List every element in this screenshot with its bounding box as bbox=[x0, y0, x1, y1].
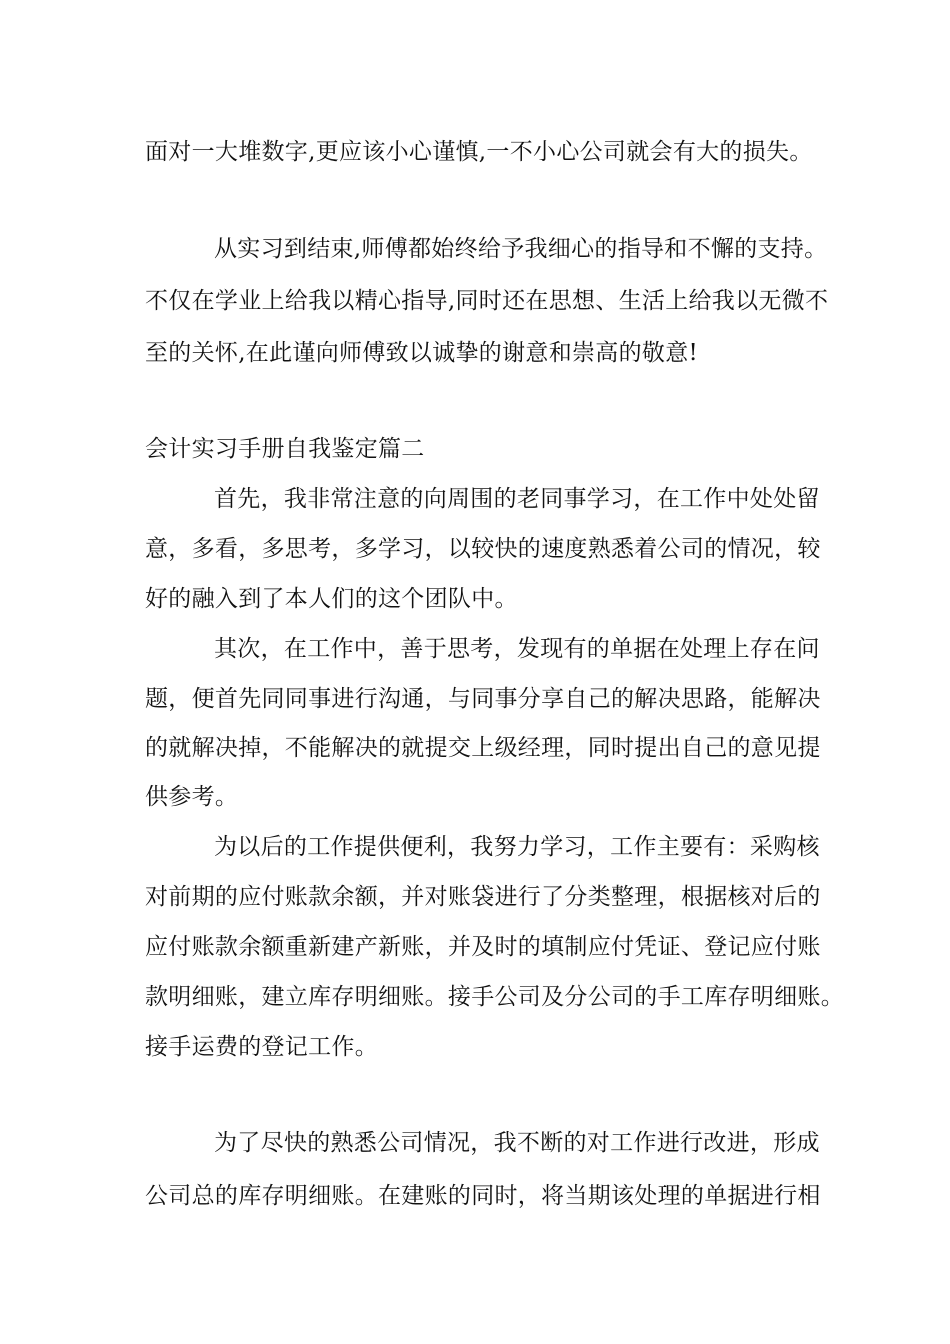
paragraph-4-line-2: 题，便首先同同事进行沟通，与同事分享自己的解决思路，能解决 bbox=[145, 686, 821, 712]
paragraph-4-line-3: 的就解决掉，不能解决的就提交上级经理，同时提出自己的意见提 bbox=[145, 735, 821, 761]
paragraph-5-line-2: 对前期的应付账款余额，并对账袋进行了分类整理，根据核对后的 bbox=[145, 884, 821, 910]
paragraph-2-line-1: 从实习到结束,师傅都始终给予我细心的指导和不懈的支持。 bbox=[214, 236, 828, 262]
paragraph-2-line-3: 至的关怀,在此谨向师傅致以诚挚的谢意和崇高的敬意! bbox=[145, 340, 699, 366]
paragraph-5-line-5: 接手运费的登记工作。 bbox=[145, 1034, 378, 1060]
paragraph-4-line-4: 供参考。 bbox=[145, 784, 239, 810]
paragraph-5-line-4: 款明细账，建立库存明细账。接手公司及分公司的手工库存明细账。 bbox=[145, 984, 844, 1010]
paragraph-3-line-3: 好的融入到了本人们的这个团队中。 bbox=[145, 586, 518, 612]
paragraph-5-line-3: 应付账款余额重新建产新账，并及时的填制应付凭证、登记应付账 bbox=[145, 934, 821, 960]
paragraph-5-line-1: 为以后的工作提供便利，我努力学习，工作主要有：采购核 bbox=[214, 834, 820, 860]
paragraph-4-line-1: 其次，在工作中，善于思考，发现有的单据在处理上存在问 bbox=[214, 636, 820, 662]
paragraph-6-line-2: 公司总的库存明细账。在建账的同时，将当期该处理的单据进行相 bbox=[145, 1183, 821, 1209]
section-heading: 会计实习手册自我鉴定篇二 bbox=[145, 436, 425, 462]
paragraph-2-line-2: 不仅在学业上给我以精心指导,同时还在思想、生活上给我以无微不 bbox=[145, 288, 829, 314]
paragraph-6-line-1: 为了尽快的熟悉公司情况，我不断的对工作进行改进，形成 bbox=[214, 1130, 820, 1156]
paragraph-3-line-1: 首先，我非常注意的向周围的老同事学习，在工作中处处留 bbox=[214, 486, 820, 512]
paragraph-3-line-2: 意，多看，多思考，多学习，以较快的速度熟悉着公司的情况，较 bbox=[145, 536, 821, 562]
paragraph-1-line-1: 面对一大堆数字,更应该小心谨慎,一不小心公司就会有大的损失。 bbox=[145, 139, 813, 165]
